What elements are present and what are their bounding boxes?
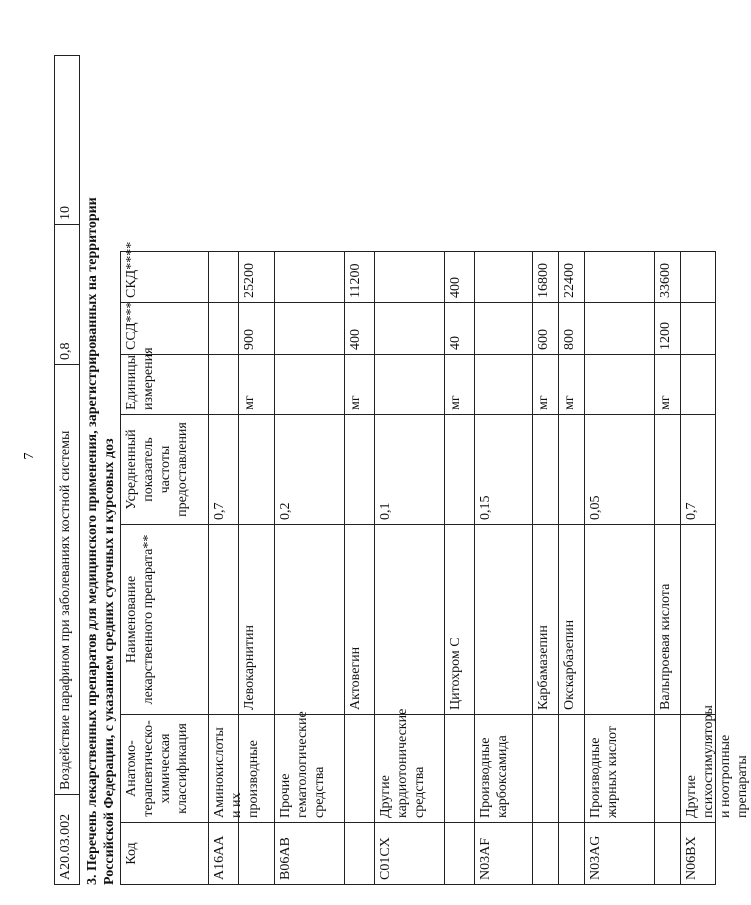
table-cell-code: B06AB [274, 823, 344, 885]
table-cell-skd [374, 251, 444, 303]
table-cell-unit: мг [344, 355, 374, 415]
table-cell-code: N03AG [584, 823, 654, 885]
table-cell-skd [584, 251, 654, 303]
table-cell-ssd [680, 303, 716, 355]
table-cell-atc [444, 715, 474, 823]
table-cell-skd: 25200 [238, 251, 274, 303]
table-cell-unit [680, 355, 716, 415]
table-cell-atc: Прочие гематологические средства [274, 715, 344, 823]
column-header-unit: Единицы измерения [120, 355, 208, 415]
table-cell-code: N03AF [474, 823, 532, 885]
table-cell-code [654, 823, 680, 885]
table-cell-skd: 400 [444, 251, 474, 303]
column-header-atc: Анатомо-терапевтическо-химическая классификация [120, 715, 208, 823]
table-cell-atc [238, 715, 274, 823]
page-number: 7 [22, 452, 37, 460]
table-cell-freq: 0,1 [374, 415, 444, 525]
table-cell-drug: Левокарнитин [238, 525, 274, 715]
table-cell-skd: 11200 [344, 251, 374, 303]
column-header-freq: Усредненный показатель частоты предоставления [120, 415, 208, 525]
table-cell-atc [532, 715, 558, 823]
table-cell-freq [532, 415, 558, 525]
service-multiplicity: 10 [54, 55, 80, 225]
table-cell-ssd [374, 303, 444, 355]
table-cell-drug [474, 525, 532, 715]
table-cell-unit: мг [558, 355, 584, 415]
column-header-skd: СКД**** [120, 251, 208, 303]
table-cell-ssd [274, 303, 344, 355]
table-cell-atc: Производные карбоксамида [474, 715, 532, 823]
table-cell-unit [208, 355, 238, 415]
table-cell-unit: мг [654, 355, 680, 415]
table-cell-unit: мг [444, 355, 474, 415]
table-cell-ssd: 800 [558, 303, 584, 355]
table-cell-atc: Другие кардиотонические средства [374, 715, 444, 823]
table-cell-freq [444, 415, 474, 525]
table-cell-freq: 0,7 [680, 415, 716, 525]
table-cell-code [558, 823, 584, 885]
table-cell-code [344, 823, 374, 885]
table-cell-ssd [474, 303, 532, 355]
drug-table [120, 241, 750, 885]
table-cell-freq: 0,7 [208, 415, 238, 525]
table-cell-code [444, 823, 474, 885]
table-cell-atc [654, 715, 680, 823]
table-cell-unit [374, 355, 444, 415]
table-cell-atc [344, 715, 374, 823]
table-cell-drug: Вальпроевая кислота [654, 525, 680, 715]
table-cell-atc: Производные жирных кислот [584, 715, 654, 823]
table-cell-atc: Аминокислоты и их производные [208, 715, 238, 823]
column-header-code: Код [120, 823, 208, 885]
column-header-drug: Наименование лекарственного препарата** [120, 525, 208, 715]
table-cell-ssd [208, 303, 238, 355]
service-row [54, 55, 80, 885]
table-cell-atc [558, 715, 584, 823]
table-cell-unit: мг [238, 355, 274, 415]
table-cell-drug [208, 525, 238, 715]
table-cell-skd [474, 251, 532, 303]
table-cell-unit [274, 355, 344, 415]
section-heading [84, 55, 118, 885]
table-cell-code: C01CX [374, 823, 444, 885]
table-cell-skd [274, 251, 344, 303]
table-cell-drug: Актовегин [344, 525, 374, 715]
table-cell-drug [274, 525, 344, 715]
table-cell-skd [680, 251, 716, 303]
table-cell-code [532, 823, 558, 885]
table-cell-drug [680, 525, 716, 715]
column-header-ssd: ССД*** [120, 303, 208, 355]
table-cell-code: A16AA [208, 823, 238, 885]
table-cell-atc: Другие психостимуляторы и ноотропные препараты [680, 715, 716, 823]
table-cell-freq: 0,2 [274, 415, 344, 525]
table-cell-unit [474, 355, 532, 415]
table-cell-freq: 0,05 [584, 415, 654, 525]
table-cell-ssd: 40 [444, 303, 474, 355]
table-cell-drug: Цитохром С [444, 525, 474, 715]
table-cell-freq [654, 415, 680, 525]
table-cell-ssd [584, 303, 654, 355]
table-cell-drug [584, 525, 654, 715]
table-cell-skd: 22400 [558, 251, 584, 303]
table-cell-freq [558, 415, 584, 525]
service-code: А20.03.002 [54, 795, 80, 885]
table-cell-code: N06BX [680, 823, 716, 885]
table-cell-skd: 33600 [654, 251, 680, 303]
table-cell-drug: Карбамазепин [532, 525, 558, 715]
table-cell-freq: 0,15 [474, 415, 532, 525]
heading-line-1: 3. Перечень лекарственных препаратов для медицинского применения, зарегистрированных на территории [85, 197, 100, 885]
service-frequency: 0,8 [54, 225, 80, 365]
table-cell-ssd: 400 [344, 303, 374, 355]
table-cell-freq [238, 415, 274, 525]
service-name: Воздействие парафином при заболеваниях костной системы [54, 365, 80, 795]
table-cell-ssd: 600 [532, 303, 558, 355]
table-cell-unit [584, 355, 654, 415]
table-cell-skd [208, 251, 238, 303]
table-cell-skd: 16800 [532, 251, 558, 303]
table-cell-drug: Окскарбазепин [558, 525, 584, 715]
heading-line-2: Российской Федерации, с указанием средних суточных и курсовых доз [102, 438, 117, 885]
table-cell-ssd: 900 [238, 303, 274, 355]
rotated-content [54, 55, 750, 885]
table-cell-freq [344, 415, 374, 525]
table-cell-unit: мг [532, 355, 558, 415]
table-cell-code [238, 823, 274, 885]
table-cell-drug [374, 525, 444, 715]
table-cell-ssd: 1200 [654, 303, 680, 355]
